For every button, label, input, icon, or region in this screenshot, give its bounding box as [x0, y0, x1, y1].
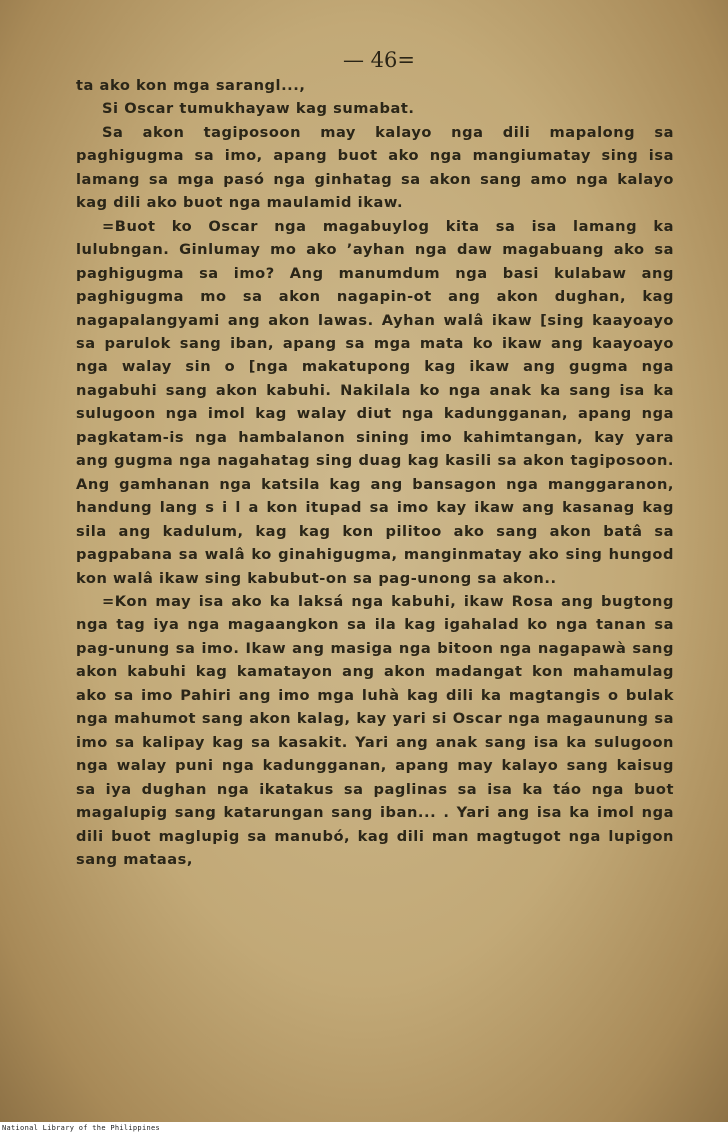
paragraph: =Buot ko Oscar nga magabuylog kita sa isa lamang ka lulubngan. Ginlumay mo ako ’ayhan nga daw magabuang ako sa paghigugma sa imo? Ang manumdum nga basi kulabaw ang paghigugma mo sa akon nagapin-ot ang akon dughan, kag nagapalangyami ang akon lawas. Ayhan walâ ikaw [sing kaayoayo sa parulok sang iban, apang sa mga mata ko ikaw ang kaayoayo nga walay sin o [nga makatupong kag ikaw ang gugma nga nagabuhi sang akon kabuhi. Nakilala ko nga anak ka sang isa ka sulugoon nga imol kag walay diut nga kadungganan, apang nga pagkatam-is nga hambalanon sining imo kahimtangan, kay yara ang gugma nga nagahatag sing duag kag kasili sa akon tagiposoon. Ang gamhanan nga katsila kag ang bansagon nga manggaranon, handung lang s i l a kon itupad sa imo kay ikaw ang kasanag kag sila ang kadulum, kag kag kon pilitoo ako sang akon batâ sa pagpabana sa walâ ko ginahigugma, manginmatay ako sing hungod kon walâ ikaw sing kabubut-on sa pag-unong sa akon..	[76, 217, 674, 587]
paragraph: ta ako kon mga sarangl...,	[76, 77, 306, 94]
paragraph: =Kon may isa ako ka laksá nga kabuhi, ikaw Rosa ang bugtong nga tag iya nga magaangkon sa ila kag igahalad ko nga tanan sa pag-unung sa imo. Ikaw ang masiga nga bitoon nga nagapawà sang akon kabuhi kag kamatayon ang akon madangat kon mahamulag ako sa imo Pahiri ang imo mga luhà kag dili ka magtangis o bulak nga mahumot sang akon kalag, kay yari si Oscar nga magaunung sa imo sa kalipay kag sa kasakit. Yari ang anak sang isa ka sulugoon nga walay puni nga kadungganan, apang may kalayo sang kaisug sa iya dughan nga ikatakus sa paglinas sa isa ka táo nga buot magalupig sang katarungan sang iban... . Yari ang isa ka imol nga dili buot maglupig sa manubó, kag dili man magtugot nga lupigon sang mataas,	[76, 592, 674, 868]
paragraph: Si Oscar tumukhayaw kag sumabat.	[102, 100, 415, 118]
footer-credit: National Library of the Philippines	[2, 1124, 161, 1132]
paragraph: Sa akon tagiposoon may kalayo nga dili mapalong sa paghigugma sa imo, apang buot ako nga mangiumatay sing isa lamang sa mga pasó nga ginhatag sa akon sang amo nga kalayo kag dili ako buot nga maulamid ikaw.	[76, 123, 674, 212]
body-text	[76, 74, 674, 871]
page-number: — 46=	[343, 48, 415, 72]
